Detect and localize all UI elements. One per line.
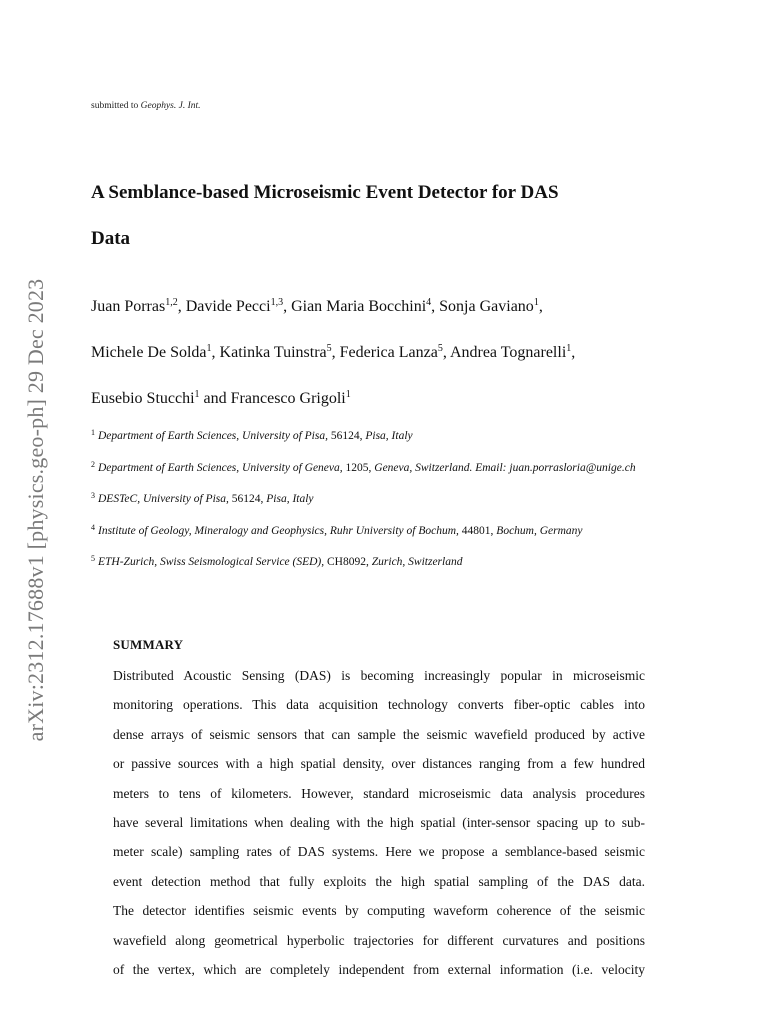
affiliation-number: 2 [91, 459, 95, 469]
affiliation-item [91, 453, 731, 485]
author-line-1 [91, 284, 711, 330]
author-affiliation-mark: 1 [566, 343, 572, 354]
author-separator: , [211, 344, 220, 361]
affiliation-organization: Institute of Geology, Mineralogy and Geophysics, Ruhr University of Bochum, [98, 524, 459, 537]
summary-line: event detection method that fully exploits the high spatial sampling of the DAS data. [113, 873, 645, 889]
author-name: Eusebio Stucchi [91, 390, 195, 407]
summary-line: meter scale) sampling rates of DAS systems. Here we propose a semblance-based seismic [113, 844, 645, 860]
affiliation-place: Pisa, Italy [365, 430, 413, 442]
summary-line: have several limitations when dealing with the high spatial (inter-sensor spacing up to sub- [113, 815, 645, 831]
affiliation-postcode: CH8092, [324, 556, 372, 568]
affiliation-item [91, 484, 731, 516]
submission-prefix: submitted to [91, 101, 141, 111]
summary-line: meters to tens of kilometers. However, standard microseismic data analysis procedures [113, 785, 645, 801]
summary-paragraph [113, 661, 645, 984]
arxiv-identifier-stamp: arXiv:2312.17688v1 [physics.geo-ph] 29 Dec 2023 [23, 278, 48, 742]
affiliation-number: 1 [91, 428, 95, 437]
title-line-2: Data [91, 228, 131, 249]
author-affiliation-mark: 5 [437, 343, 443, 354]
affiliation-place: Bochum, Germany [496, 524, 583, 537]
author-affiliation-mark: 1,2 [165, 297, 178, 308]
affiliation-postcode: 56124, [327, 430, 366, 442]
affiliation-organization: Department of Earth Sciences, University of Pisa, [98, 430, 328, 442]
author-line-2 [91, 330, 711, 376]
journal-name: Geophys. J. Int. [140, 101, 201, 111]
author-affiliation-mark: 1 [206, 343, 212, 354]
author-name: Francesco Grigoli [230, 390, 346, 407]
affiliation-item [91, 547, 731, 579]
affiliation-organization: DESTeC, University of Pisa, [98, 493, 229, 505]
title-line-1: A Semblance-based Microseismic Event Detector for DAS [91, 182, 559, 203]
author-name: Andrea Tognarelli [449, 344, 567, 361]
submission-note [91, 101, 201, 111]
author-name: Gian Maria Bocchini [291, 298, 427, 315]
affiliation-postcode: 56124, [228, 493, 267, 505]
author-separator: , [571, 344, 576, 361]
author-separator: , [431, 298, 440, 315]
affiliation-postcode: 44801, [458, 524, 497, 537]
affiliation-postcode: 1205, [342, 461, 375, 474]
affiliation-place: Pisa, Italy [266, 493, 314, 505]
author-name: Federica Lanza [339, 344, 438, 361]
affiliation-number: 4 [91, 522, 95, 532]
author-list [91, 284, 711, 422]
author-affiliation-mark: 5 [326, 343, 332, 354]
author-name: Michele De Solda [91, 344, 207, 361]
affiliation-number: 5 [91, 554, 95, 563]
summary-line: dense arrays of seismic sensors that can sample the seismic wavefield produced by active [113, 726, 645, 742]
affiliation-item [91, 516, 731, 548]
author-affiliation-mark: 1 [345, 389, 351, 400]
author-name: Juan Porras [91, 298, 166, 315]
affiliation-number: 3 [91, 491, 95, 500]
affiliation-item [91, 421, 731, 453]
summary-line: wavefield along geometrical hyperbolic trajectories for different curvatures and positions [113, 932, 645, 948]
summary-line: of the vertex, which are completely independent from external information (i.e. velocity [113, 962, 645, 978]
author-separator: , [283, 298, 292, 315]
author-separator: , [331, 344, 340, 361]
author-separator: , [442, 344, 450, 361]
affiliation-place: Zurich, Switzerland [371, 556, 463, 568]
author-separator: and [199, 390, 231, 407]
author-name: Sonja Gaviano [439, 298, 534, 315]
summary-heading: SUMMARY [113, 637, 184, 652]
summary-line: or passive sources with a high spatial density, over distances ranging from a few hundred [113, 756, 645, 772]
summary-line: The detector identifies seismic events by computing waveform coherence of the seismic [113, 903, 645, 919]
author-affiliation-mark: 1 [533, 297, 539, 308]
affiliation-list [91, 421, 731, 579]
summary-line: Distributed Acoustic Sensing (DAS) is becoming increasingly popular in microseismic [113, 668, 645, 683]
author-affiliation-mark: 1,3 [270, 297, 284, 308]
paper-title [91, 170, 691, 262]
author-line-3 [91, 376, 711, 422]
affiliation-place: Geneva, Switzerland. Email: juan.porrasloria@unige.ch [374, 461, 636, 474]
author-name: Katinka Tuinstra [219, 344, 327, 361]
affiliation-organization: Department of Earth Sciences, University of Geneva, [98, 461, 343, 474]
author-separator: , [538, 298, 543, 315]
affiliation-organization: ETH-Zurich, Swiss Seismological Service (SED), [98, 556, 325, 568]
author-name: Davide Pecci [185, 298, 271, 315]
author-affiliation-mark: 4 [426, 297, 432, 308]
author-separator: , [177, 298, 186, 315]
summary-line: monitoring operations. This data acquisition technology converts fiber-optic cables into [113, 697, 645, 713]
author-affiliation-mark: 1 [194, 389, 200, 400]
